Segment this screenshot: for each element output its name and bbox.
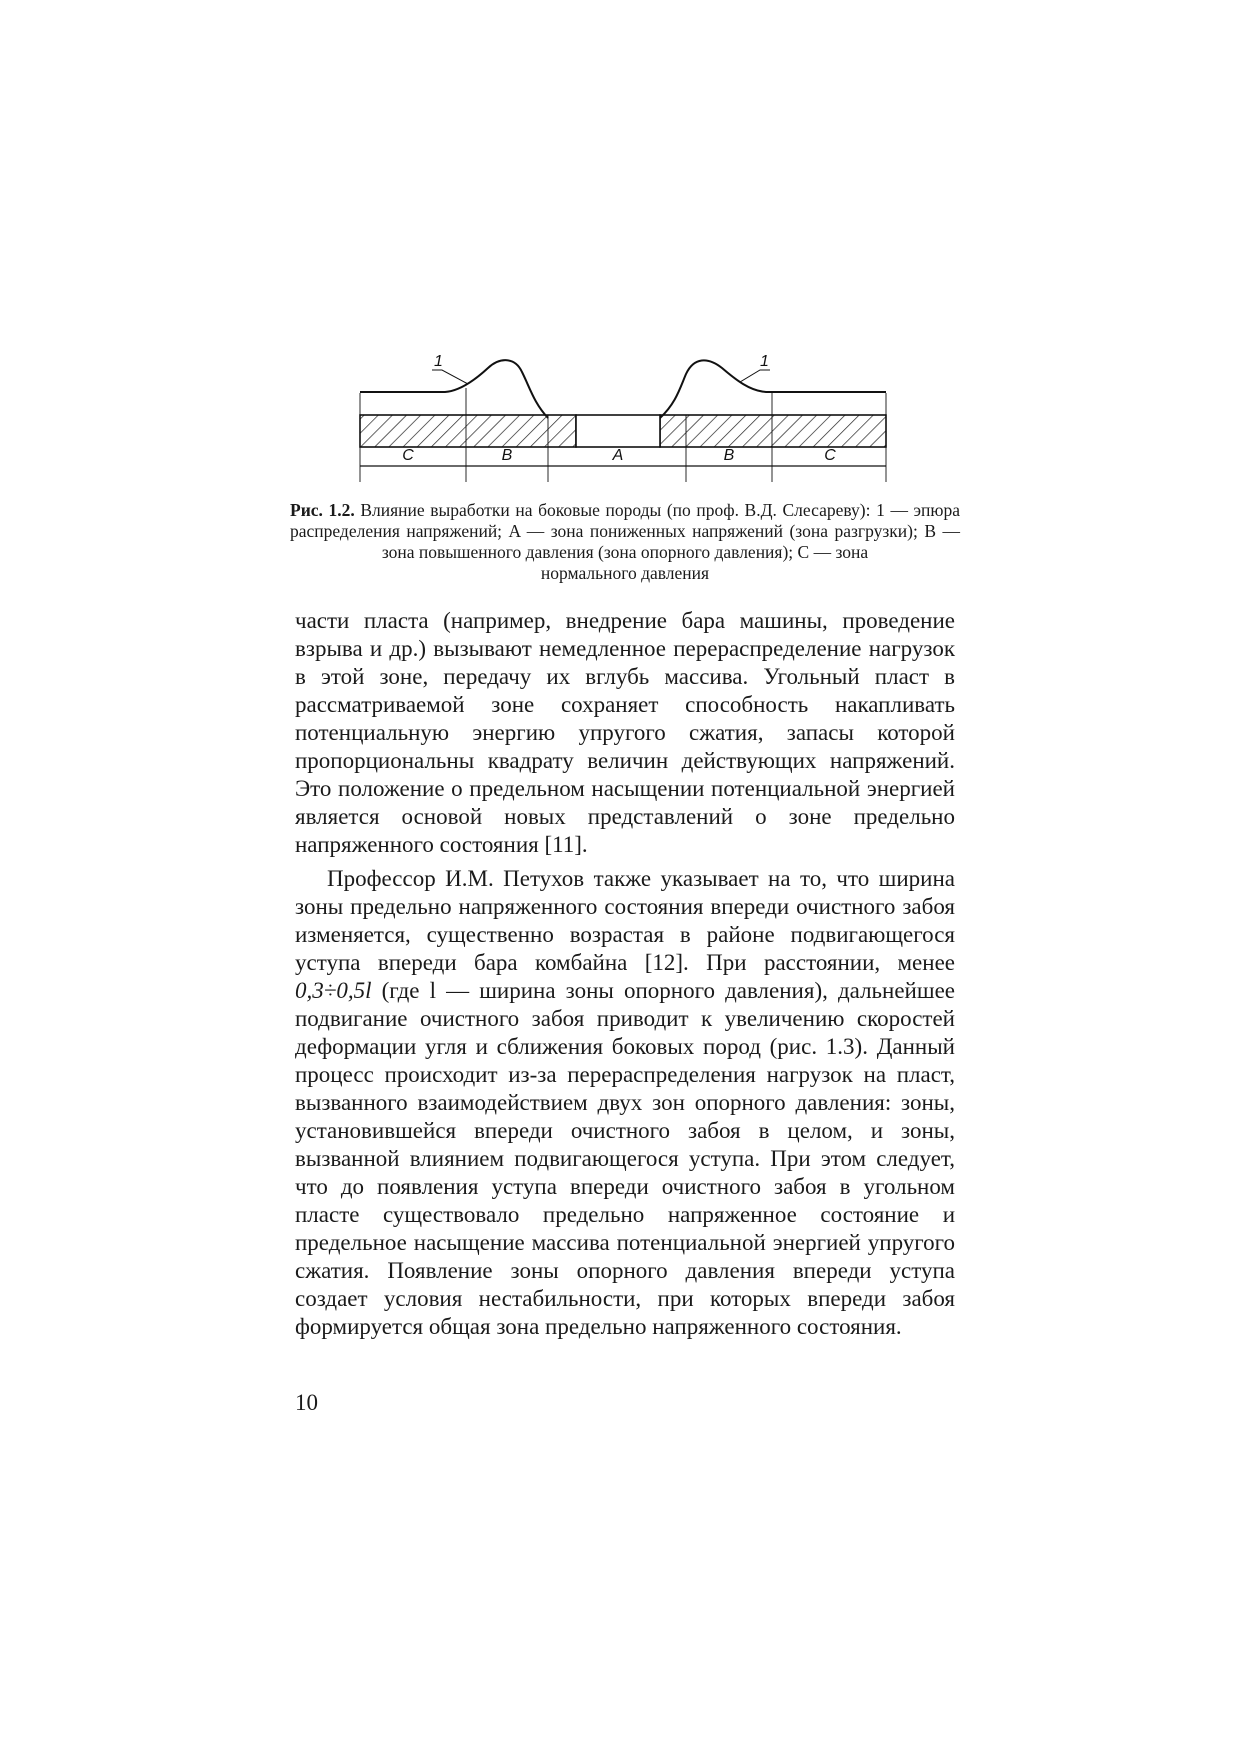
paragraph-2-start: Профессор И.М. Петухов также указывает на то, что ширина зоны предельно напряженного состояния впереди очистного забоя изменяется, существенно возрастая в районе подвигающегося уступа впереди бара комбайна [12]. При расстоянии, менее (295, 866, 955, 975)
page-number: 10 (295, 1390, 318, 1415)
curve-label-left: 1 (434, 353, 443, 370)
zone-label-a: A (612, 447, 624, 464)
caption-text (290, 500, 960, 563)
curve-leader-right (740, 370, 770, 382)
zone-label-c-right: C (824, 447, 836, 464)
curve-leader-left (432, 370, 468, 384)
zone-label-b-right: B (723, 447, 735, 464)
curve-label-right: 1 (760, 353, 769, 370)
formula-ratio: 0,3÷0,5l (295, 978, 372, 1003)
body-text (295, 607, 955, 1341)
caption-title: Влияние выработки на боковые породы (по проф. В.Д. Слесареву): (354, 500, 877, 520)
figure-stress-diagram (360, 348, 886, 482)
zone-label-c-left: C (402, 447, 414, 464)
caption-legend-tail: нормального давления (540, 563, 710, 583)
caption-figure-number: Рис. 1.2. (290, 500, 355, 520)
caption-legend: 1 — эпюра распределения напряжений; A — зона пониженных напряжений (зона разгрузки); B — зона повышенного давления (зона опорного давления); C — зона (290, 500, 961, 562)
seam-left (360, 415, 576, 447)
paragraph-2-end: (где l — ширина зоны опорного давления), дальнейшее подвигание очистного забоя приводит к увеличению скоростей деформации угля и сближения боковых пород (рис. 1.3). Данный процесс происходит из-за перераспределения нагрузок на пласт, вызванного взаимодействием двух зон опорного давления: зоны, установившейся впереди очистного забоя в целом, и зоны, вызванной влиянием подвигающегося уступа. При этом следует, что до появления уступа впереди очистного забоя в угольном пласте существовало предельно напряженное состояние и предельное насыщение массива потенциальной энергией упругого сжатия. Появление зоны опорного давления впереди уступа создает условия нестабильности, при которых впереди забоя формируется общая зона предельно напряженного состояния. (295, 978, 955, 1339)
figure-caption (290, 500, 960, 584)
stress-diagram-svg (360, 348, 886, 482)
zone-label-b-left: B (501, 447, 513, 464)
paragraph-1: части пласта (например, внедрение бара машины, проведение взрыва и др.) вызывают немедленное перераспределение нагрузок в этой зоне, передачу их вглубь массива. Угольный пласт в рассматриваемой зоне сохраняет способность накапливать потенциальную энергию упругого сжатия, запасы которой пропорциональны квадрату величин действующих напряжений. Это положение о предельном насыщении потенциальной энергией является основой новых представлений о зоне предельно напряженного состояния [11]. (295, 608, 955, 857)
paragraph-2 (295, 865, 955, 1341)
excavation-opening (576, 415, 660, 447)
seam-right (660, 415, 886, 447)
